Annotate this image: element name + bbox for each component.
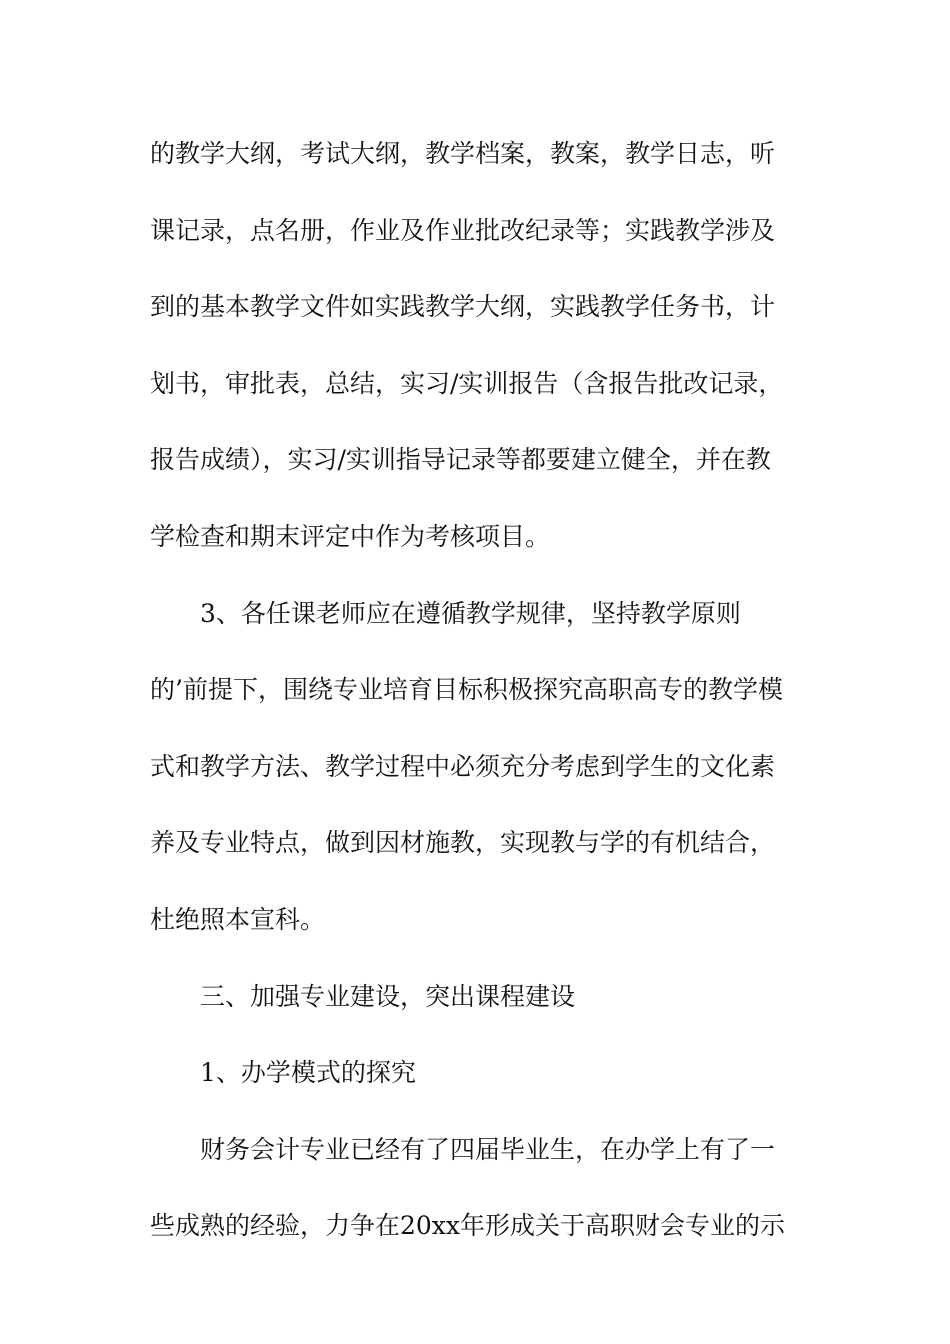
text-line-9: 式和教学方法、教学过程中必须充分考虑到学生的文化素: [150, 751, 776, 781]
text-line-7: 3、各任课老师应在遵循教学规律，坚持教学原则: [200, 598, 741, 628]
text-line-15: 些成熟的经验，力争在20xx年形成关于高职财会专业的示: [150, 1211, 786, 1241]
text-line-1: 的教学大纲，考试大纲，教学档案，教案，教学日志，听: [150, 139, 776, 168]
text-line-8: 的’前提下，围绕专业培育目标积极探究高职高专的教学模: [150, 675, 783, 705]
text-line-6: 学检查和期末评定中作为考核项目。: [150, 521, 551, 551]
section-heading: 三、加强专业建设，突出课程建设: [200, 981, 576, 1011]
text-line-11: 杜绝照本宣科。: [150, 904, 326, 934]
subsection-heading: 1、办学模式的探究: [200, 1058, 416, 1088]
text-line-14: 财务会计专业已经有了四届毕业生，在办学上有了一: [200, 1134, 776, 1164]
text-line-2: 课记录，点名册，作业及作业批改纪录等；实践教学涉及: [150, 215, 776, 245]
text-line-10: 养及专业特点，做到因材施教，实现教与学的有机结合，: [150, 828, 776, 858]
document-body: [150, 126, 810, 1275]
text-line-4: 划书，审批表，总结，实习/实训报告（含报告批改记录，: [150, 368, 784, 398]
text-line-3: 到的基本教学文件如实践教学大纲，实践教学任务书，计: [150, 292, 776, 322]
text-line-5: 报告成绩），实习/实训指导记录等都要建立健全，并在教: [150, 445, 771, 475]
